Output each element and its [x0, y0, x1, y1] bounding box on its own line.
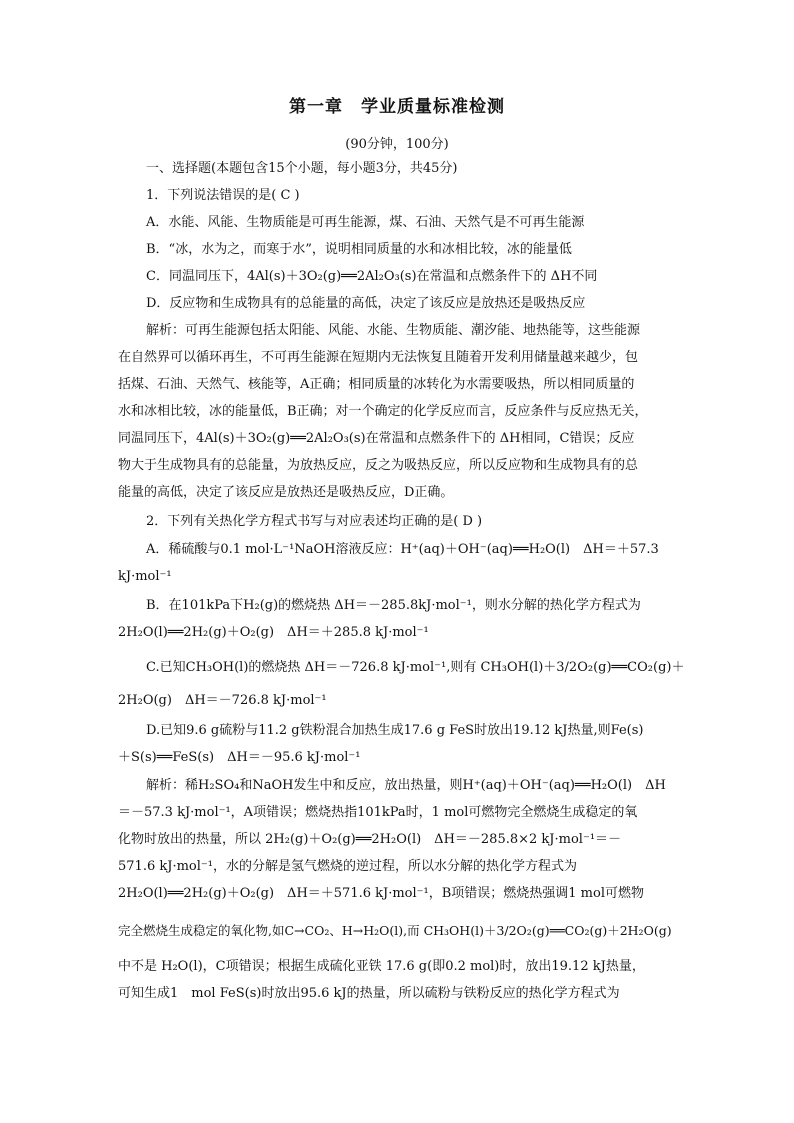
analysis-1-line: 物大于生成物具有的总能量，为放热反应，反之为吸热反应，所以反应物和生成物具有的总	[118, 458, 639, 473]
option-1a: A．水能、风能、生物质能是可再生能源，煤、石油、天然气是不可再生能源	[146, 215, 585, 230]
page-title: 第一章 学业质量标准检测	[289, 97, 505, 117]
option-2a: A．稀硫酸与0.1 mol·L⁻¹NaOH溶液反应：H⁺(aq)＋OH⁻(aq)══H₂O(l) ΔH＝＋57.3	[146, 542, 659, 557]
analysis-2-line: 中不是 H₂O(l)，C项错误；根据生成硫化亚铁 17.6 g(即0.2 mol)时，放出19.12 kJ热量，	[118, 959, 645, 974]
analysis-2-line: ＝－57.3 kJ·mol⁻¹，A项错误；燃烧热指101kPa时，1 mol可燃物完全燃烧生成稳定的氧	[118, 805, 638, 820]
analysis-1-line: 水和冰相比较，冰的能量低，B正确；对一个确定的化学反应而言，反应条件与反应热无关，	[118, 404, 648, 419]
analysis-2-line: 完全燃烧生成稳定的氧化物,如C→CO₂、H→H₂O(l),而 CH₃OH(l)＋3/2O₂(g)══CO₂(g)＋2H₂O(g)	[118, 923, 672, 938]
question-2: 2．下列有关热化学方程式书写与对应表述均正确的是( D )	[146, 514, 483, 529]
option-2b-cont: 2H₂O(l)══2H₂(g)＋O₂(g) ΔH＝＋285.8 kJ·mol⁻¹	[118, 625, 429, 640]
analysis-1-line: 括煤、石油、天然气、核能等，A正确；相同质量的冰转化为水需要吸热，所以相同质量的	[118, 377, 635, 392]
analysis-2-line: 2H₂O(l)══2H₂(g)＋O₂(g) ΔH＝＋571.6 kJ·mol⁻¹，B项错误；燃烧热强调1 mol可燃物	[118, 886, 644, 901]
option-1b: B．“冰，水为之，而寒于水”，说明相同质量的水和冰相比较，冰的能量低	[146, 242, 572, 257]
analysis-1-line: 在自然界可以循环再生，不可再生能源在短期内无法恢复且随着开发利用储量越来越少，包	[118, 350, 639, 365]
option-2c-cont: 2H₂O(g) ΔH＝－726.8 kJ·mol⁻¹	[118, 693, 327, 708]
option-2b: B．在101kPa下H₂(g)的燃烧热 ΔH＝－285.8kJ·mol⁻¹，则水分解的热化学方程式为	[146, 598, 641, 613]
analysis-1-line: 同温同压下，4Al(s)＋3O₂(g)══2Al₂O₃(s)在常温和点燃条件下的 ΔH相同，C错误；反应	[118, 431, 635, 446]
analysis-2-line: 化物时放出的热量，所以 2H₂(g)＋O₂(g)══2H₂O(l) ΔH＝－285.8×2 kJ·mol⁻¹＝－	[118, 832, 622, 847]
analysis-2-line: 571.6 kJ·mol⁻¹，水的分解是氢气燃烧的逆过程，所以水分解的热化学方程式为	[118, 859, 577, 874]
option-1d: D．反应物和生成物具有的总能量的高低，决定了该反应是放热还是吸热反应	[146, 296, 586, 311]
section-heading: 一、选择题(本题包含15个小题，每小题3分，共45分)	[146, 161, 458, 176]
option-2d-cont: ＋S(s)══FeS(s) ΔH＝－95.6 kJ·mol⁻¹	[118, 750, 361, 765]
option-1c: C．同温同压下，4Al(s)＋3O₂(g)══2Al₂O₃(s)在常温和点燃条件下的 ΔH不同	[146, 269, 598, 284]
page-subtitle: (90分钟，100分)	[345, 137, 449, 152]
option-2d: D.已知9.6 g硫粉与11.2 g铁粉混合加热生成17.6 g FeS时放出19.12 kJ热量,则Fe(s)	[146, 723, 644, 738]
analysis-1-line: 能量的高低，决定了该反应是放热还是吸热反应，D正确。	[118, 485, 454, 500]
analysis-2-line: 可知生成1 mol FeS(s)时放出95.6 kJ的热量，所以硫粉与铁粉反应的热化学方程式为	[118, 986, 620, 1001]
option-2c: C.已知CH₃OH(l)的燃烧热 ΔH＝－726.8 kJ·mol⁻¹,则有 CH₃OH(l)＋3/2O₂(g)══CO₂(g)＋	[146, 660, 685, 675]
analysis-1-line: 解析：可再生能源包括太阳能、风能、水能、生物质能、潮汐能、地热能等，这些能源	[146, 323, 641, 338]
option-2a-cont: kJ·mol⁻¹	[118, 569, 172, 584]
question-1: 1．下列说法错误的是( C )	[146, 188, 300, 203]
analysis-2-line: 解析：稀H₂SO₄和NaOH发生中和反应，放出热量，则H⁺(aq)＋OH⁻(aq)══H₂O(l) ΔH	[146, 778, 666, 793]
